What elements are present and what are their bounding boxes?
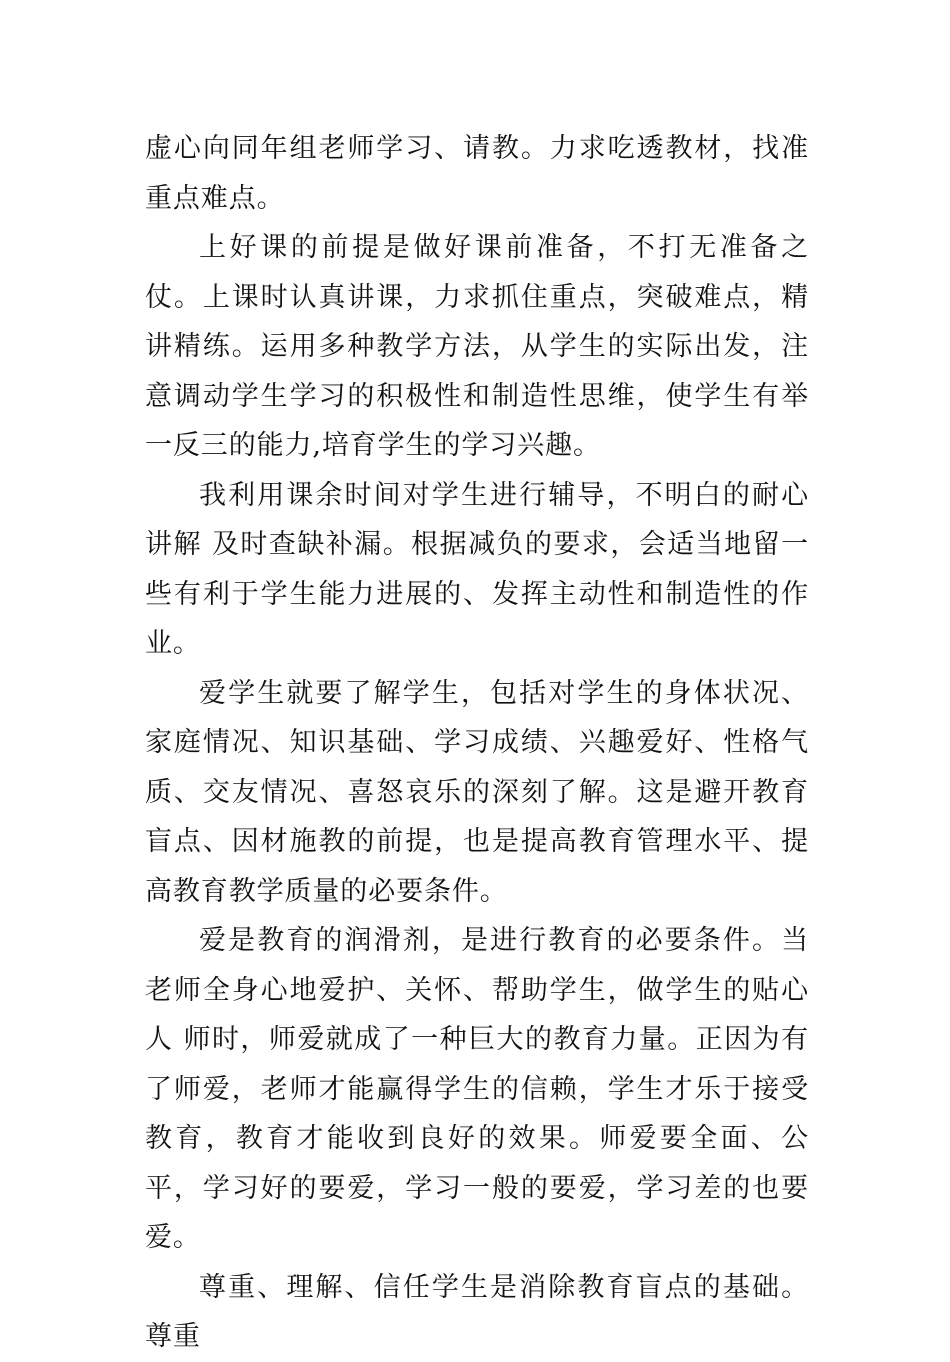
paragraph-2: 上好课的前提是做好课前准备，不打无准备之仗。上课时认真讲课，力求抓住重点，突破难点，精讲精练。运用多种教学方法，从学生的实际出发，注意调动学生学习的积极性和制造性思维，使学生有举一反三的能力,培育学生的学习兴趣。 [145,232,809,461]
paragraph-6: 尊重、理解、信任学生是消除教育盲点的基础。尊重 [145,1271,809,1352]
document-body [145,124,809,1362]
paragraph-1: 虚心向同年组老师学习、请教。力求吃透教材，找准重点难点。 [145,133,809,214]
paragraph-5: 爱是教育的润滑剂，是进行教育的必要条件。当老师全身心地爱护、关怀、帮助学生，做学生的贴心人 师时，师爱就成了一种巨大的教育力量。正因为有了师爱，老师才能赢得学生的信赖，学生才乐于接受教育，教育才能收到良好的效果。师爱要全面、公平，学习好的要爱，学习一般的要爱，学习差的也要爱。 [145,925,809,1253]
paragraph-3: 我利用课余时间对学生进行辅导，不明白的耐心讲解 及时查缺补漏。根据减负的要求，会适当地留一些有利于学生能力进展的、发挥主动性和制造性的作业。 [145,479,809,659]
paragraph-4: 爱学生就要了解学生，包括对学生的身体状况、家庭情况、知识基础、学习成绩、兴趣爱好、性格气质、交友情况、喜怒哀乐的深刻了解。这是避开教育盲点、因材施教的前提，也是提高教育管理水平、提高教育教学质量的必要条件。 [145,677,809,907]
